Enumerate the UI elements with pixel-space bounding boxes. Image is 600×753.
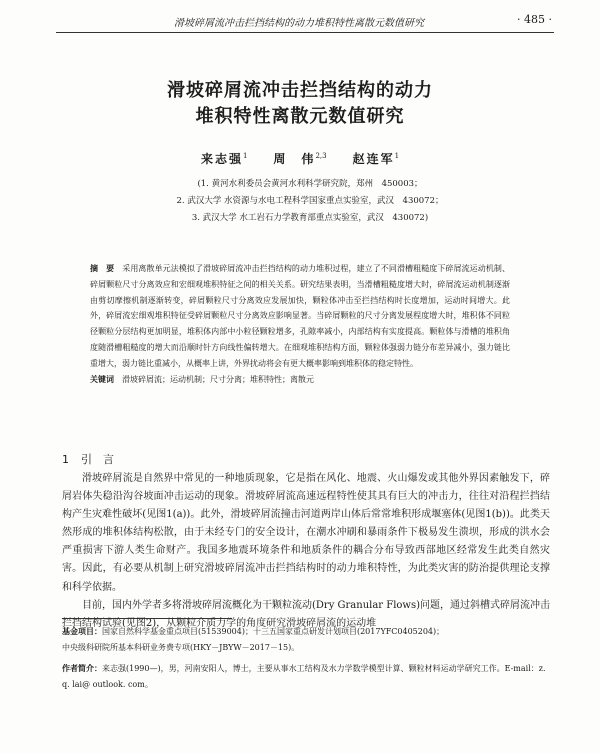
abstract <box>90 261 510 372</box>
author-name: 周 伟 <box>273 152 316 166</box>
funding-note-continued: 中央级科研院所基本科研业务费专项(HKY－JBYW－2017－15)。 <box>62 643 300 652</box>
funding-note <box>62 624 550 640</box>
footnotes <box>62 618 550 693</box>
author-name: 来志强 <box>200 152 243 166</box>
author <box>273 150 326 167</box>
page-number: · 485 · <box>517 13 552 26</box>
section-number: 1 <box>62 453 69 466</box>
affiliation: (1. 黄河水利委员会黄河水利科学研究院，郑州 450003； <box>197 179 423 189</box>
author <box>353 150 399 167</box>
body-text <box>62 470 550 633</box>
author-note-label: 作者简介： <box>62 664 102 673</box>
paragraph: 滑坡碎屑流是自然界中常见的一种地质现象，它是指在风化、地震、火山爆发或其他外界因素触发下，碎屑岩体失稳沿沟谷坡面冲击运动的现象。滑坡碎屑流高速远程特性使其具有巨大的冲击力，往往对沿程拦挡结构产生灾难性破坏(见图1(a))。此外，滑坡碎屑流撞击河道两岸山体后常常堆积形成堰塞体(见图1(b))。此类天然形成的堆积体结构松散，由于未经专门的安全设计，在潮水冲刷和暴雨条件下极易发生溃坝，形成的洪水会严重损害下游人类生命财产。我国多地震环境条件和地质条件的耦合分布导致西部地区经常发生此类自然灾害。因此，有必要从机制上研究滑坡碎屑流冲击拦挡结构时的动力堆积特性，为此类灾害的防治提供理论支撑和科学依据。 <box>62 473 550 593</box>
paper-title-line-2: 堆积特性离散元数值研究 <box>195 106 405 127</box>
abstract-block <box>90 261 510 387</box>
paper-title-line-1: 滑坡碎屑流冲击拦挡结构的动力 <box>167 80 433 101</box>
affiliation: 3. 武汉大学 水工岩石力学教育部重点实验室，武汉 430072) <box>191 213 429 223</box>
paper-title <box>0 78 600 130</box>
running-header-title: 滑坡碎屑流冲击拦挡结构的动力堆积特性离散元数值研究 <box>174 18 424 29</box>
author-list <box>0 150 600 167</box>
author-name: 赵连军 <box>352 152 395 166</box>
funding-line-1: 国家自然科学基金重点项目(51539004)；十三五国家重点研发计划项目(2017YFC0405204)； <box>102 627 445 636</box>
author-note-text: 来志强(1990—)，男，河南安阳人，博士，主要从事水工结构及水力学数学模型计算、颗粒材料运动学研究工作。E-mail：z. q. lai@ outlook. com。 <box>62 664 546 689</box>
author-affiliation-mark: 2,3 <box>315 152 327 160</box>
abstract-text: 采用离散单元法模拟了滑坡碎屑流冲击拦挡结构的动力堆积过程，建立了不同滑槽粗糙度下碎屑流运动机制、碎屑颗粒尺寸分离效应和宏细观堆积特征之间的相关关系。研究结果表明，当滑槽粗糙度增大时，碎屑流运动机制逐渐由剪切摩擦机制逐渐转变，碎屑颗粒尺寸分离效应发展加快，颗粒体冲击至拦挡结构时长度增加，运动时间增大。此外，碎屑流宏细观堆积特征受碎屑颗粒尺寸分离效应影响显著。当碎屑颗粒的尺寸分离发展程度增大时，堆积体不同粒径颗粒分层结构更加明显，堆积体内部中小粒径颗粒增多，孔隙率减小，内部结构有实度提高。颗粒体与滑槽的堆积角度随滑槽粗糙度的增大而沿顺时针方向线性偏转增大。在细观堆积结构方面，颗粒体强弱力链分布差异减小，强力链比重增大，弱力链比重减小，从概率上讲，外界扰动将会有更大概率影响到堆积体的稳定特性。 <box>90 264 511 368</box>
funding-label: 基金项目： <box>62 627 102 636</box>
running-header <box>56 10 554 33</box>
paragraph: 目前，国内外学者多将滑坡碎屑流概化为干颗粒流动(Dry Granular Flows)问题，通过斜槽式碎屑流冲击拦挡结构试验(见图2)，从颗粒介质力学的角度研究滑坡碎屑流的运动堆 <box>62 599 551 629</box>
author-note <box>62 661 550 693</box>
section-title: 引 言 <box>81 453 114 466</box>
author-affiliation-mark: 1 <box>242 152 248 160</box>
keywords <box>90 372 510 388</box>
keywords-text: 滑坡碎屑流；运动机制；尺寸分离；堆积特性；离散元 <box>122 374 314 384</box>
affiliation: 2. 武汉大学 水资源与水电工程科学国家重点实验室，武汉 430072； <box>176 196 444 206</box>
affiliation-list <box>100 176 520 227</box>
author <box>201 150 247 167</box>
section-heading <box>62 451 126 467</box>
keywords-label: 关键词 <box>90 374 114 384</box>
abstract-label: 摘 要 <box>90 264 115 273</box>
author-affiliation-mark: 1 <box>394 152 400 160</box>
